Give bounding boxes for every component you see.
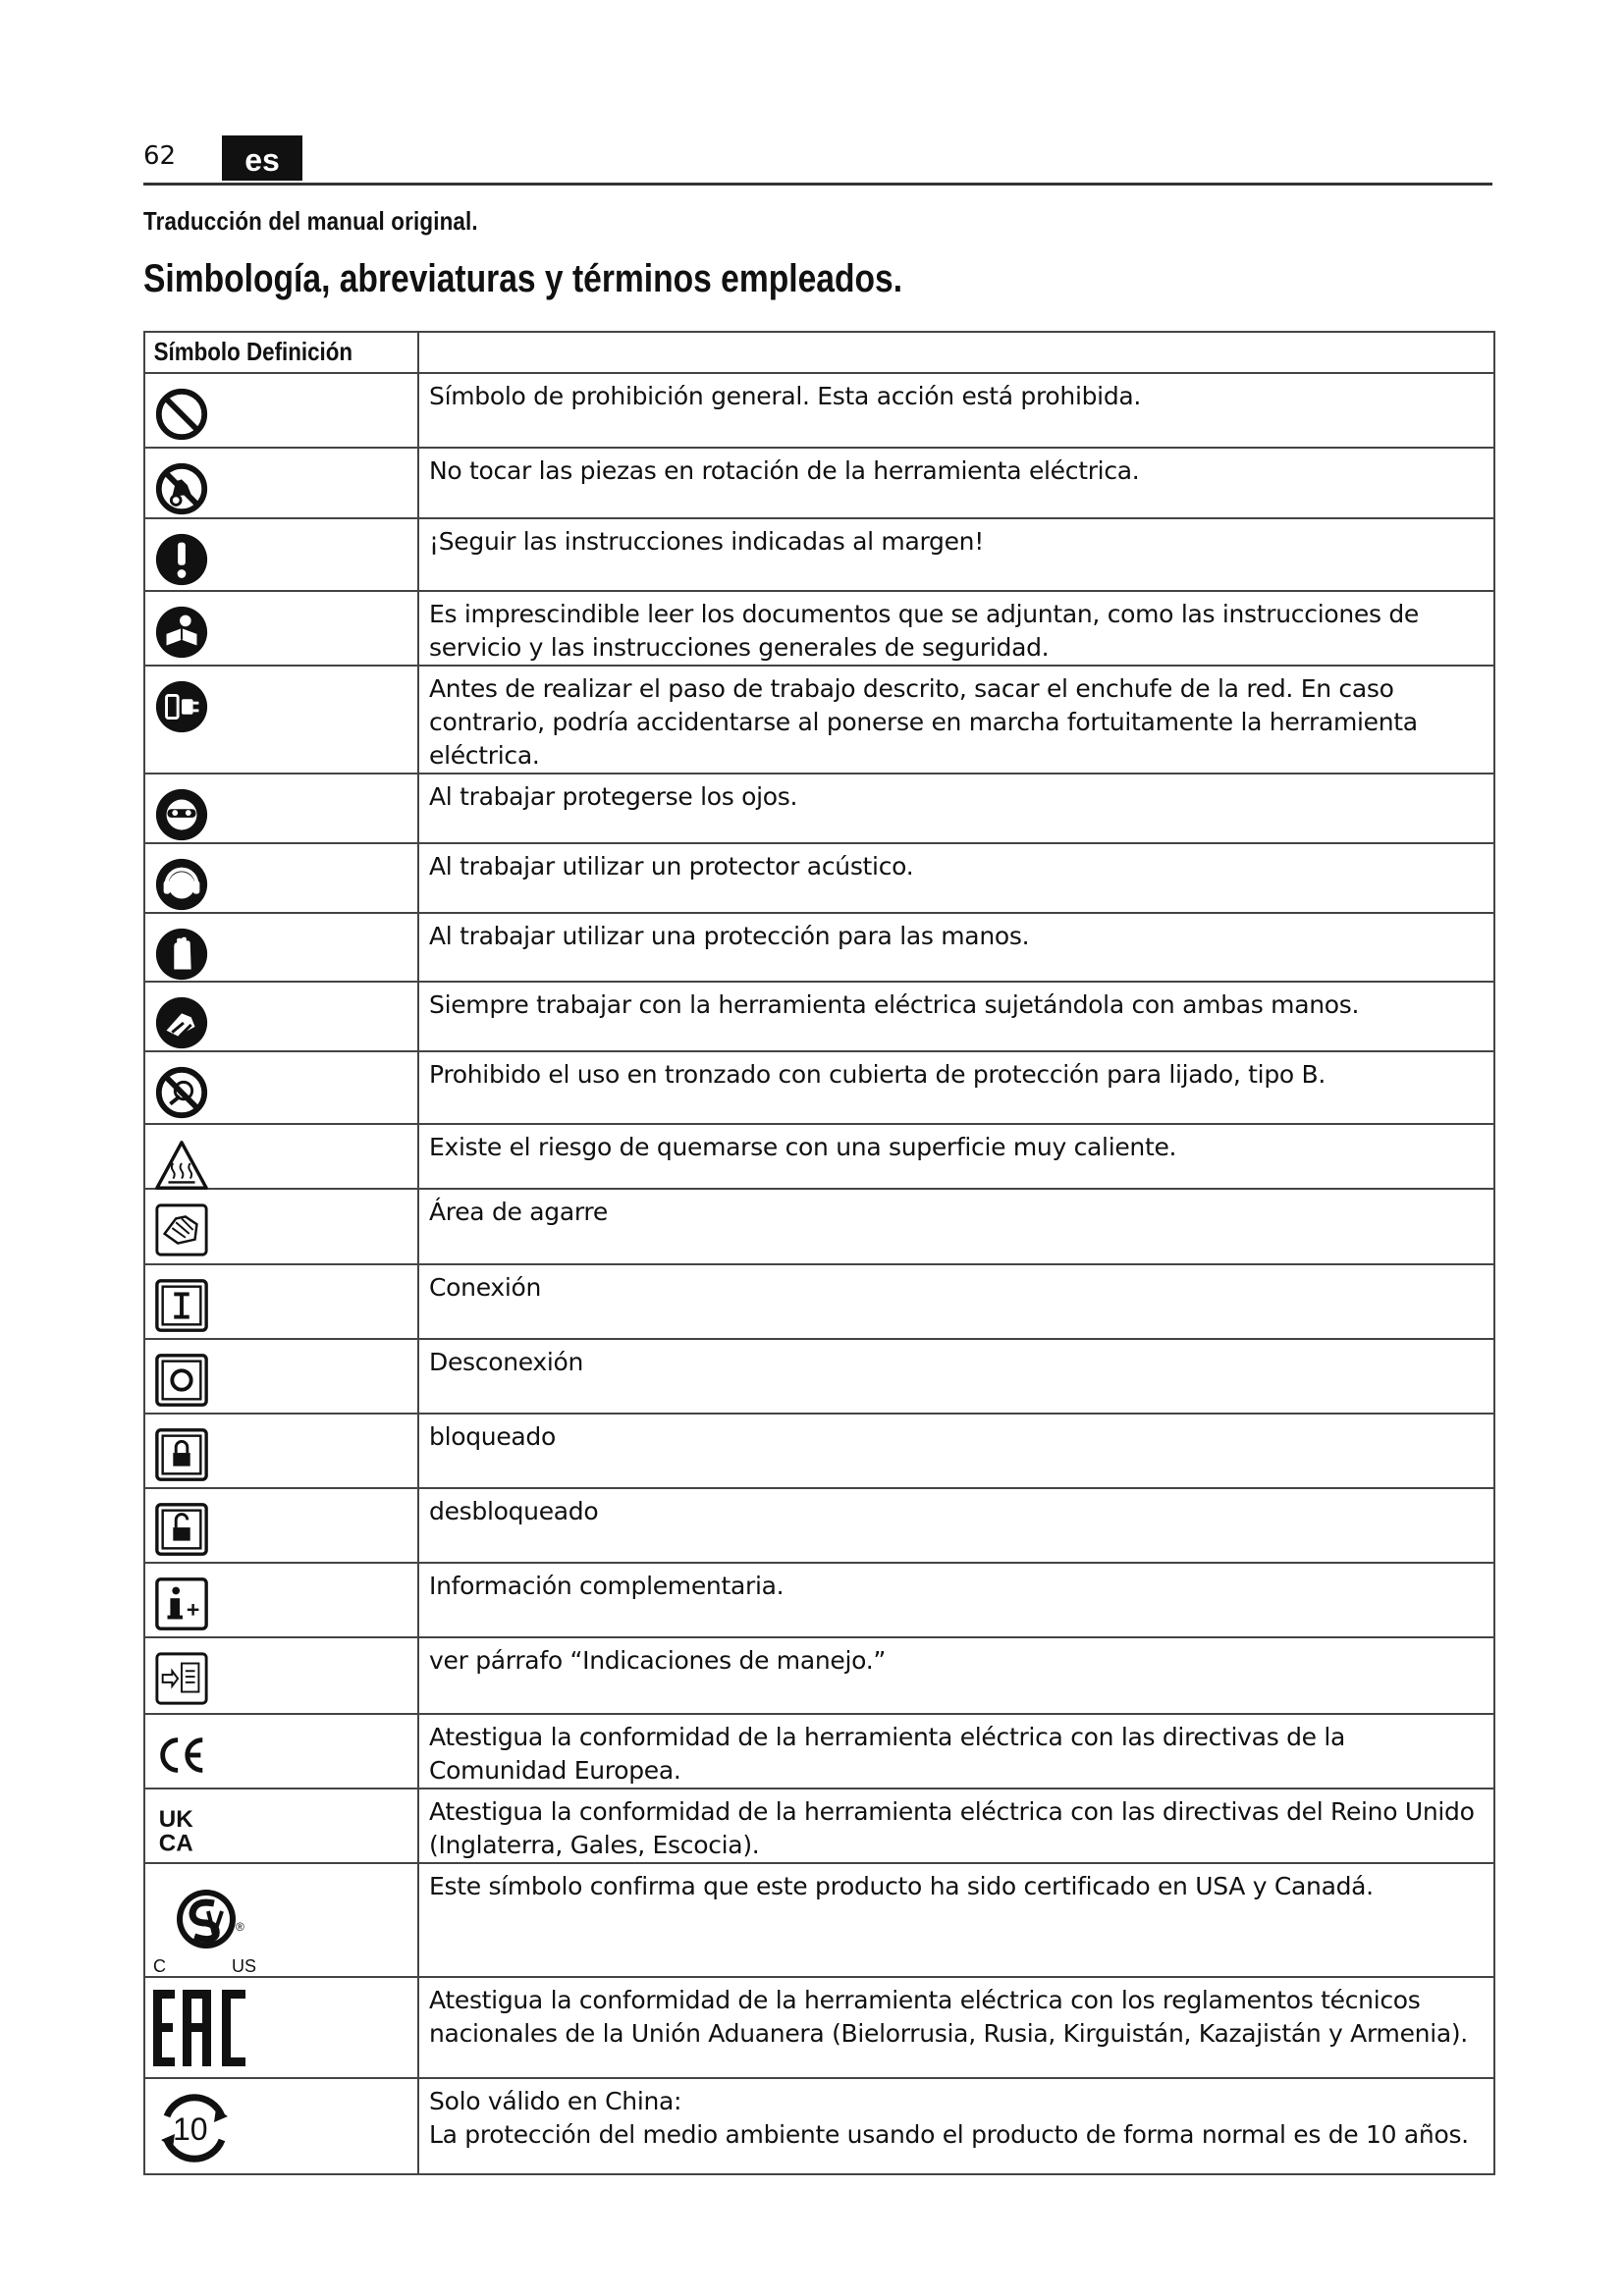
exclamation-icon (153, 531, 210, 588)
svg-text:®: ® (236, 1920, 244, 1934)
row-text: Antes de realizar el paso de trabajo descrito, sacar el enchufe de la red. En caso contrario, podría accidentarse al ponerse en marcha fortuitamente la herramienta eléctrica. (429, 674, 1418, 770)
csa-mark-c: C (153, 1956, 166, 1976)
power-on-icon (153, 1277, 210, 1334)
row-text: Conexión (429, 1273, 542, 1302)
csa-mark-us: US (232, 1956, 257, 1976)
table-row (144, 982, 1494, 1051)
ukca-mark-top: UK (158, 1806, 193, 1834)
table-row (144, 448, 1494, 518)
two-hands-icon (153, 994, 210, 1051)
row-text: ver párrafo “Indicaciones de manejo.” (429, 1646, 886, 1675)
table-row (144, 1637, 1494, 1714)
china-10-years-icon (153, 2087, 236, 2169)
table-row (144, 843, 1494, 913)
row-text: Desconexión (429, 1348, 584, 1376)
table-header-row (144, 332, 1494, 373)
prohibition-icon (153, 386, 210, 443)
row-text: Al trabajar utilizar un protector acústico. (429, 852, 914, 881)
symbols-table (143, 331, 1495, 2175)
ear-protection-icon (153, 856, 210, 913)
row-text: Siempre trabajar con la herramienta eléctrica sujetándola con ambas manos. (429, 990, 1360, 1019)
csa-mark-icon (151, 1874, 269, 1976)
row-text: Este símbolo confirma que este producto ha sido certificado en USA y Canadá. (429, 1872, 1374, 1900)
document-subtitle: Traducción del manual original. (143, 206, 478, 236)
row-text-2: La protección del medio ambiente usando el producto de forma normal es de 10 años. (429, 2120, 1469, 2149)
row-text: Existe el riesgo de quemarse con una superficie muy caliente. (429, 1133, 1177, 1161)
table-row (144, 2078, 1494, 2174)
row-text: Atestigua la conformidad de la herramienta eléctrica con los reglamentos técnicos nacionales de la Unión Aduanera (Bielorrusia, Rusia, Kirguistán, Kazajistán y Armenia). (429, 1986, 1468, 2048)
row-text: ¡Seguir las instrucciones indicadas al margen! (429, 527, 984, 556)
table-row (144, 518, 1494, 591)
china-10-years-label: 10 (173, 2111, 208, 2147)
table-row (144, 591, 1494, 666)
table-header-symbol: Símbolo Definición (144, 332, 418, 373)
table-row (144, 1977, 1494, 2078)
row-text: Área de agarre (429, 1198, 608, 1226)
page-title: Simbología, abreviaturas y términos empleados. (143, 257, 903, 300)
ce-mark-icon (153, 1727, 210, 1784)
hot-surface-icon (153, 1137, 210, 1194)
row-text: Solo válido en China: (429, 2087, 682, 2115)
table-row (144, 1714, 1494, 1789)
read-manual-icon (153, 604, 210, 661)
see-section-icon (153, 1650, 210, 1707)
row-text: No tocar las piezas en rotación de la herramienta eléctrica. (429, 456, 1140, 485)
grip-area-icon (153, 1201, 210, 1258)
unlocked-icon (153, 1501, 210, 1558)
ukca-mark-icon (153, 1801, 210, 1858)
table-row (144, 1264, 1494, 1339)
table-row (144, 1488, 1494, 1563)
row-text: Atestigua la conformidad de la herramienta eléctrica con las directivas del Reino Unido (Inglaterra, Gales, Escocia). (429, 1797, 1475, 1859)
no-touch-rotating-parts-icon (153, 460, 210, 517)
row-text: Atestigua la conformidad de la herramienta eléctrica con las directivas de la Comunidad Europea. (429, 1723, 1346, 1785)
language-badge: es (222, 135, 302, 181)
locked-icon (153, 1426, 210, 1483)
table-row (144, 1563, 1494, 1637)
page-number: 62 (143, 141, 177, 171)
table-row (144, 373, 1494, 448)
row-text: Es imprescindible leer los documentos que se adjuntan, como las instrucciones de servicio y las instrucciones generales de seguridad. (429, 600, 1419, 662)
hand-protection-icon (153, 926, 210, 983)
table-row (144, 1414, 1494, 1488)
eac-mark-icon (151, 1986, 253, 2070)
unplug-icon (153, 678, 210, 735)
table-row (144, 774, 1494, 843)
table-row (144, 666, 1494, 774)
row-text: desbloqueado (429, 1497, 599, 1525)
power-off-icon (153, 1352, 210, 1409)
row-text: Al trabajar protegerse los ojos. (429, 782, 798, 811)
table-row (144, 1051, 1494, 1124)
table-row (144, 1339, 1494, 1414)
row-text: Información complementaria. (429, 1572, 785, 1600)
ukca-mark-bottom: CA (158, 1830, 193, 1857)
table-row (144, 913, 1494, 982)
row-text: Símbolo de prohibición general. Esta acción está prohibida. (429, 382, 1142, 410)
no-cutting-icon (153, 1064, 210, 1121)
row-text: Prohibido el uso en tronzado con cubierta de protección para lijado, tipo B. (429, 1060, 1326, 1089)
info-icon (153, 1575, 210, 1632)
table-row (144, 1863, 1494, 1977)
eye-protection-icon (153, 786, 210, 843)
table-header-empty (418, 332, 1494, 373)
table-row (144, 1789, 1494, 1863)
page-header (143, 135, 1492, 186)
row-text: bloqueado (429, 1422, 556, 1451)
row-text: Al trabajar utilizar una protección para las manos. (429, 922, 1030, 950)
table-row (144, 1189, 1494, 1264)
table-row (144, 1124, 1494, 1189)
